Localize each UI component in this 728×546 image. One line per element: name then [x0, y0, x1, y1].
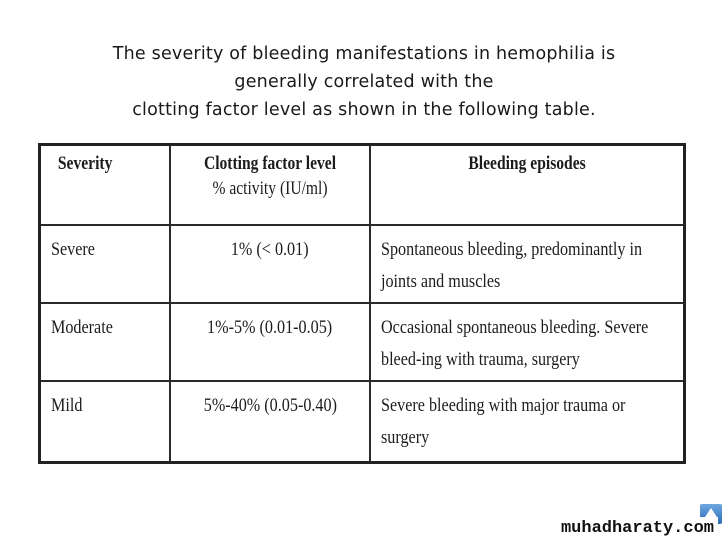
title-line-1: The severity of bleeding manifestations in hemophilia is [112, 44, 616, 64]
title-line-2: generally correlated with the [234, 72, 494, 92]
cell-level: 5%-40% (0.05-0.40) [170, 381, 370, 463]
cell-severity: Mild [40, 381, 171, 463]
cell-severity: Severe [40, 225, 171, 303]
table-row [40, 381, 685, 463]
watermark: muhadharaty.com [557, 517, 718, 540]
cell-level: 1% (< 0.01) [170, 225, 370, 303]
cell-episodes: Severe bleeding with major trauma or surgery [370, 381, 685, 463]
cell-severity: Moderate [40, 303, 171, 381]
cell-episodes: Occasional spontaneous bleeding. Severe bleed-ing with trauma, surgery [370, 303, 685, 381]
title-line-3: clotting factor level as shown in the following table. [132, 100, 596, 120]
header-factor-level: Clotting factor level % activity (IU/ml) [188, 145, 352, 225]
header-factor-level-sub: % activity (IU/ml) [212, 178, 328, 199]
slide-title [60, 40, 668, 124]
cell-episodes: Spontaneous bleeding, predominantly in joints and muscles [370, 225, 685, 303]
header-episodes: Bleeding episodes [398, 145, 656, 225]
table-row [40, 225, 685, 303]
table-header-row [40, 145, 685, 225]
table-row [40, 303, 685, 381]
header-severity: Severity [51, 145, 158, 225]
cell-level: 1%-5% (0.01-0.05) [170, 303, 370, 381]
severity-table [38, 143, 686, 461]
